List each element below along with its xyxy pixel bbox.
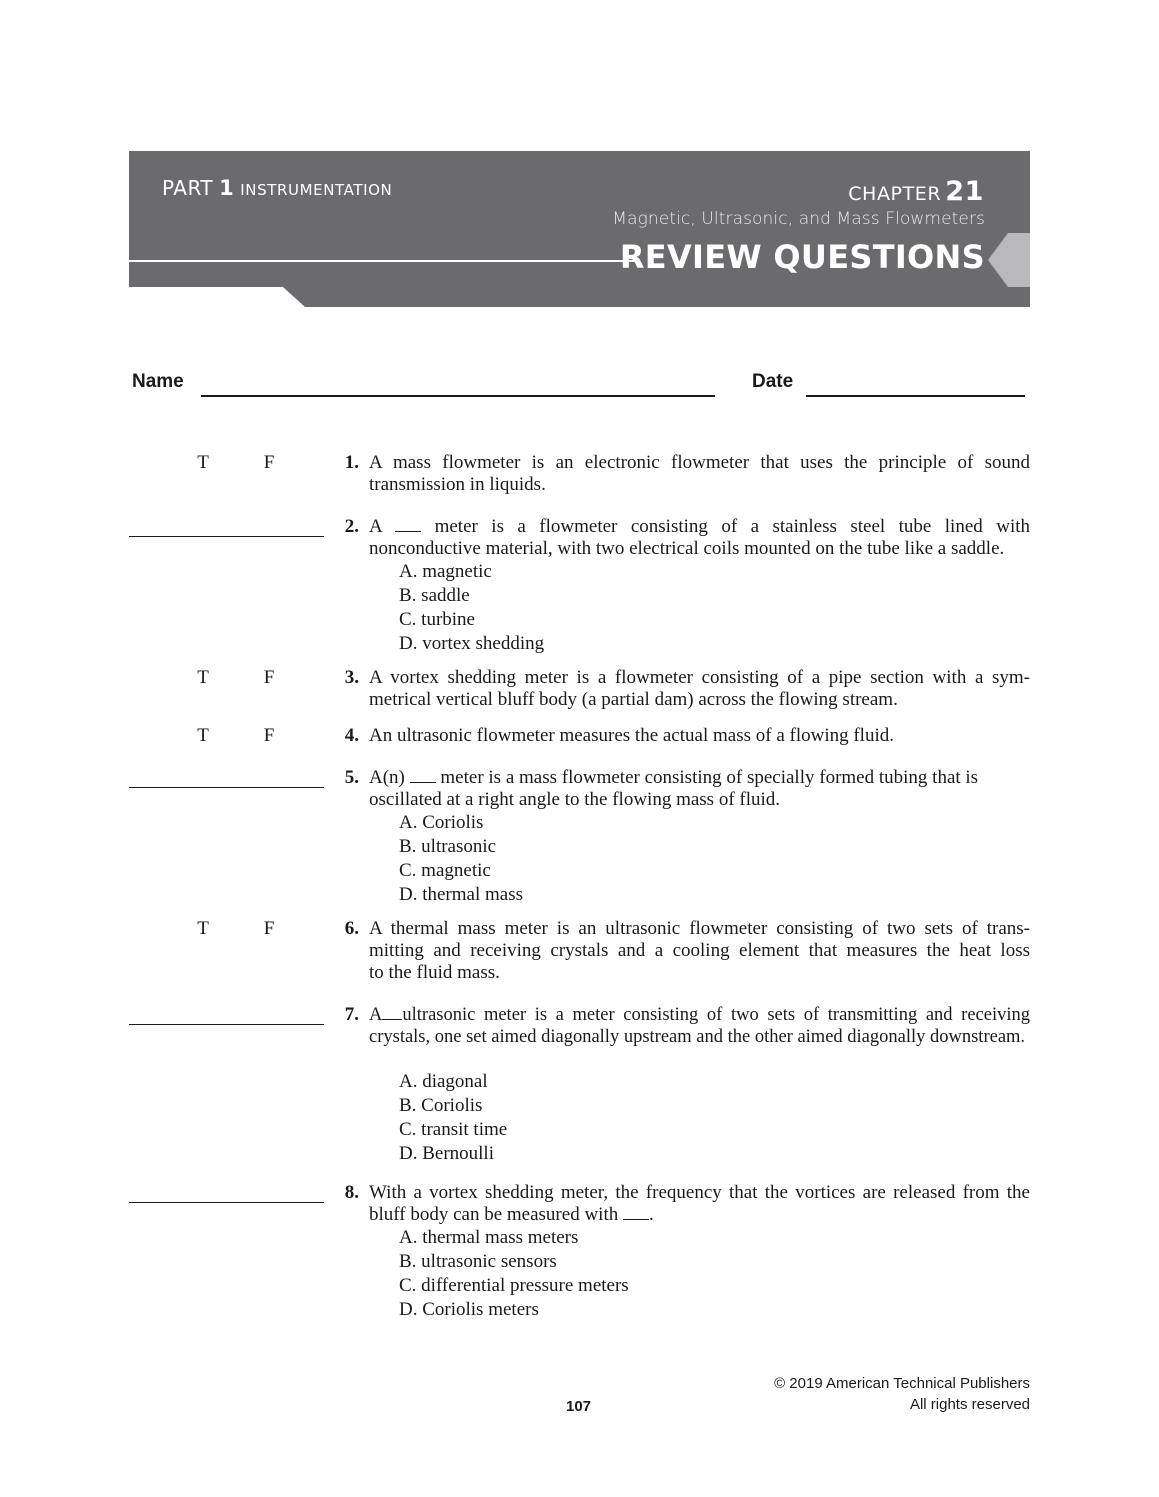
fill-in-gap bbox=[410, 768, 436, 783]
part-number: 1 bbox=[219, 176, 235, 200]
question-number: 7. bbox=[344, 1004, 359, 1025]
fill-in-gap bbox=[382, 1005, 402, 1020]
option-d[interactable]: D. thermal mass bbox=[399, 884, 524, 905]
question-text bbox=[369, 516, 1030, 560]
question-line: metrical vertical bluff body (a partial dam) across the flowing stream. bbox=[369, 689, 898, 710]
option-b[interactable]: B. ultrasonic bbox=[399, 836, 497, 857]
answer-blank[interactable] bbox=[129, 1202, 324, 1203]
banner-arrow-tab bbox=[988, 233, 1030, 287]
section-title: REVIEW QUESTIONS bbox=[619, 238, 985, 276]
question-text bbox=[369, 767, 1030, 811]
answer-blank[interactable] bbox=[129, 536, 324, 537]
question-number: 3. bbox=[344, 667, 359, 688]
chapter-number: 21 bbox=[945, 176, 984, 207]
question-text-post: meter is a flowmeter consisting of a stainless steel tube lined with nonconductive material, with two electrical coils mounted on the tube like a saddle. bbox=[369, 516, 1031, 559]
date-field[interactable] bbox=[806, 395, 1025, 397]
option-b[interactable]: B. saddle bbox=[399, 585, 470, 606]
question-line: An ultrasonic flowmeter measures the actual mass of a flowing fluid. bbox=[369, 725, 894, 746]
chapter-word: CHAPTER bbox=[848, 183, 942, 205]
question-line: A thermal mass meter is an ultrasonic flowmeter consisting of two sets of trans- bbox=[369, 918, 1030, 939]
option-c[interactable]: C. magnetic bbox=[399, 860, 491, 881]
false-option[interactable]: F bbox=[263, 452, 275, 473]
option-a[interactable]: A. thermal mass meters bbox=[399, 1227, 579, 1248]
true-option[interactable]: T bbox=[197, 667, 209, 688]
fill-in-gap bbox=[623, 1205, 649, 1220]
part-word: PART bbox=[162, 176, 214, 200]
chapter-title: Magnetic, Ultrasonic, and Mass Flowmeters bbox=[612, 209, 985, 229]
false-option[interactable]: F bbox=[263, 725, 275, 746]
false-option[interactable]: F bbox=[263, 667, 275, 688]
false-option[interactable]: F bbox=[263, 918, 275, 939]
question-text-pre: With a vortex shedding meter, the frequency that the vortices are released from the bluff body can be measured with bbox=[369, 1182, 1030, 1225]
answer-blank[interactable] bbox=[129, 1024, 324, 1025]
question-number: 5. bbox=[344, 767, 359, 788]
date-label: Date bbox=[752, 371, 794, 392]
part-title: INSTRUMENTATION bbox=[240, 181, 393, 199]
banner-notch bbox=[129, 287, 305, 307]
option-c[interactable]: C. differential pressure meters bbox=[399, 1275, 629, 1296]
rights-line: All rights reserved bbox=[909, 1396, 1030, 1413]
question-text bbox=[369, 667, 1030, 711]
option-d[interactable]: D. vortex shedding bbox=[399, 633, 545, 654]
option-d[interactable]: D. Bernoulli bbox=[399, 1143, 494, 1164]
options-list bbox=[399, 1226, 629, 1322]
fill-in-gap bbox=[395, 517, 421, 532]
question-number: 4. bbox=[344, 725, 359, 746]
true-option[interactable]: T bbox=[197, 452, 209, 473]
option-d[interactable]: D. Coriolis meters bbox=[399, 1299, 539, 1320]
option-b[interactable]: B. Coriolis bbox=[399, 1095, 483, 1116]
question-text bbox=[369, 918, 1030, 984]
question-number: 1. bbox=[344, 452, 359, 473]
option-a[interactable]: A. diagonal bbox=[399, 1071, 488, 1092]
question-line: A mass flowmeter is an electronic flowmeter that uses the principle of sound bbox=[369, 452, 1030, 473]
question-text bbox=[369, 725, 1030, 747]
question-line: transmission in liquids. bbox=[369, 474, 546, 495]
question-number: 8. bbox=[344, 1182, 359, 1203]
part-heading bbox=[162, 176, 392, 200]
question-number: 2. bbox=[344, 516, 359, 537]
question-text bbox=[369, 452, 1030, 496]
answer-blank[interactable] bbox=[129, 787, 324, 788]
copyright-line: © 2019 American Technical Publishers bbox=[774, 1375, 1030, 1392]
page-number: 107 bbox=[566, 1398, 592, 1415]
true-option[interactable]: T bbox=[197, 725, 209, 746]
chapter-heading bbox=[848, 176, 984, 207]
name-field[interactable] bbox=[201, 395, 715, 397]
question-text bbox=[369, 1182, 1030, 1226]
question-text-pre: A(n) bbox=[369, 767, 405, 788]
options-list bbox=[399, 1070, 507, 1166]
option-a[interactable]: A. Coriolis bbox=[399, 812, 484, 833]
options-list bbox=[399, 560, 544, 656]
question-text-post: meter is a mass flowmeter consisting of specially formed tubing that is oscillated at a right angle to the flowing mass of fluid. bbox=[369, 767, 979, 810]
option-b[interactable]: B. ultrasonic sensors bbox=[399, 1251, 557, 1272]
options-list bbox=[399, 811, 523, 907]
banner-rule bbox=[129, 260, 639, 262]
question-number: 6. bbox=[344, 918, 359, 939]
question-line: mitting and receiving crystals and a cooling element that measures the heat loss bbox=[369, 940, 1030, 961]
name-label: Name bbox=[132, 371, 184, 392]
true-option[interactable]: T bbox=[197, 918, 209, 939]
option-c[interactable]: C. turbine bbox=[399, 609, 475, 630]
question-text bbox=[369, 1004, 1030, 1048]
banner-decoration bbox=[0, 0, 1159, 320]
question-line: A vortex shedding meter is a flowmeter consisting of a pipe section with a sym- bbox=[369, 667, 1030, 688]
question-text-pre: A bbox=[369, 1005, 383, 1025]
question-line: to the fluid mass. bbox=[369, 962, 500, 983]
question-text-pre: A bbox=[369, 516, 382, 537]
option-c[interactable]: C. transit time bbox=[399, 1119, 508, 1140]
option-a[interactable]: A. magnetic bbox=[399, 561, 492, 582]
question-text-post: . bbox=[648, 1204, 654, 1225]
copyright-notice bbox=[774, 1373, 1030, 1415]
question-text-post: ultrasonic meter is a meter consisting of two sets of transmitting and receiving crystals, one set aimed diagonally upstream and the other aimed diagonally downstream. bbox=[369, 1005, 1030, 1047]
